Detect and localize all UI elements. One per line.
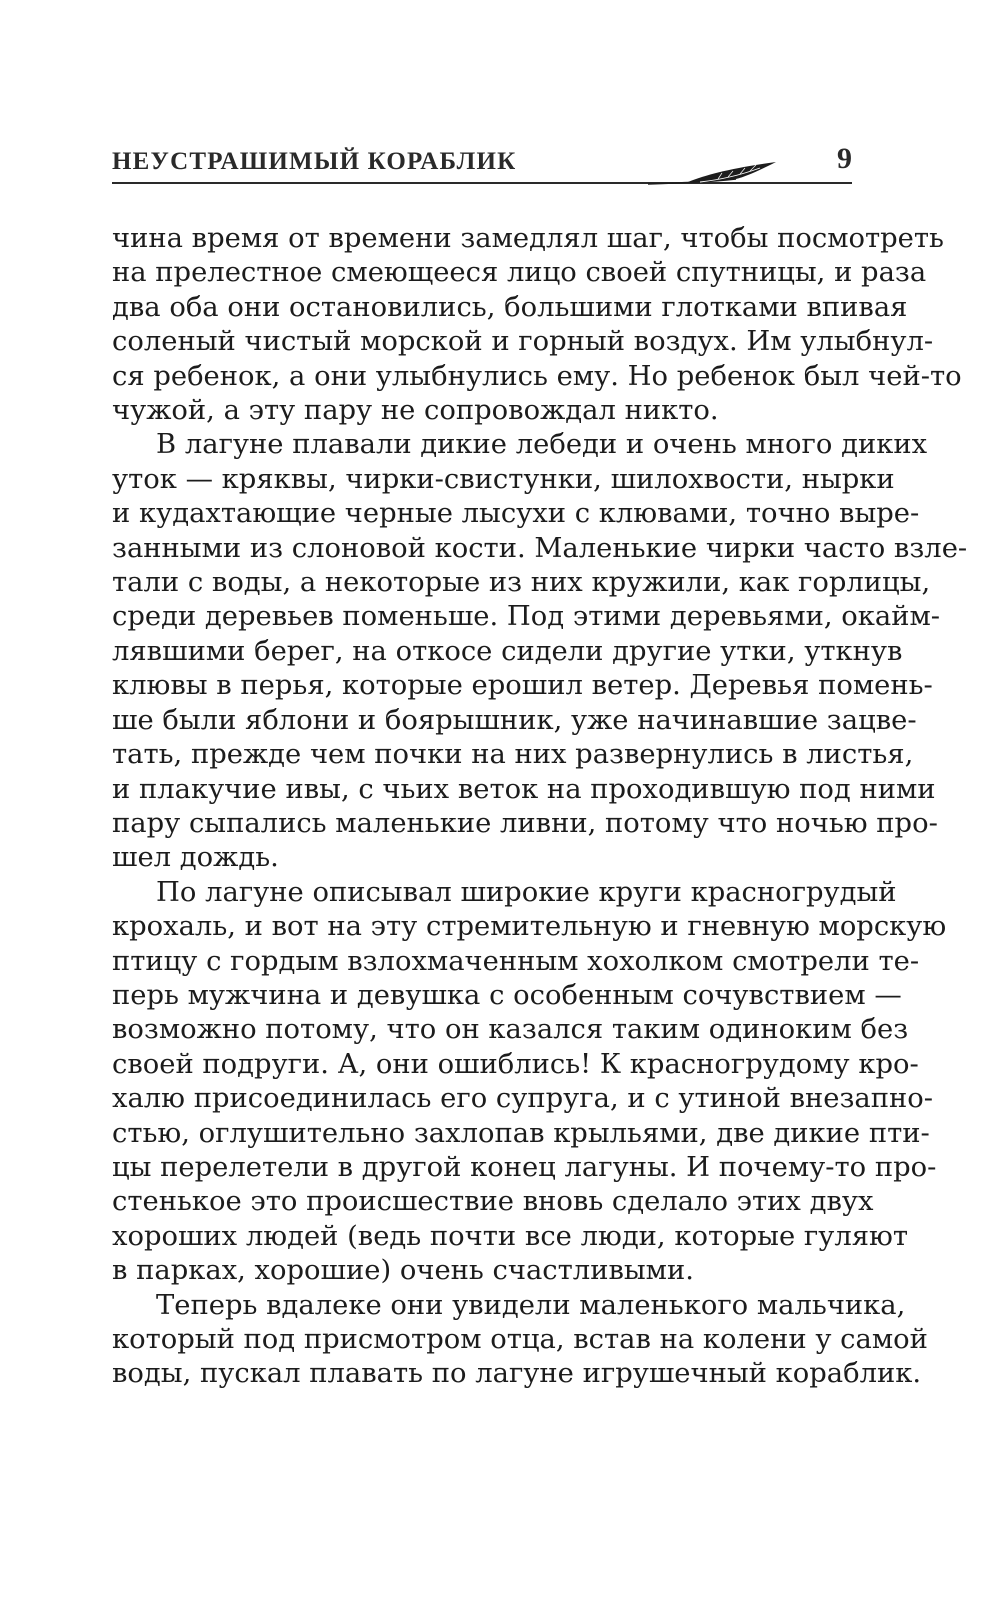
paragraph [112, 1289, 928, 1392]
text-line: хороших людей (ведь почти все люди, которые гуляют [112, 1220, 909, 1252]
text-line: халю присоединилась его супруга, и с утиной внезапно- [112, 1083, 934, 1115]
text-line: чужой, а эту пару не сопровождал никто. [112, 395, 719, 427]
text-line: В лагуне плавали дикие лебеди и очень много диких [156, 429, 928, 461]
text-line: и плакучие ивы, с чьих веток на проходившую под ними [112, 773, 936, 805]
text-line: и кудахтающие черные лысухи с клювами, точно выре- [112, 498, 920, 530]
text-line: птицу с гордым взлохмаченным хохолком смотрели те- [112, 945, 920, 977]
text-line: стенькое это происшествие вновь сделало этих двух [112, 1186, 874, 1218]
text-line: чина время от времени замедлял шаг, чтобы посмотреть [112, 223, 944, 254]
body-text [112, 222, 968, 1392]
text-line: стью, оглушительно захлопав крыльями, две дикие пти- [112, 1117, 930, 1149]
page-number: 9 [837, 142, 852, 175]
text-line: перь мужчина и девушка с особенным сочувствием — [112, 979, 902, 1011]
text-line: два оба они остановились, большими глотками впивая [112, 291, 908, 323]
text-line: среди деревьев поменьше. Под этими деревьями, окайм- [112, 601, 941, 633]
text-line: Теперь вдалеке они увидели маленького мальчика, [156, 1289, 906, 1321]
text-line: лявшими берег, на откосе сидели другие утки, уткнув [112, 635, 903, 667]
text-line: тать, прежде чем почки на них развернулись в листья, [112, 739, 914, 771]
text-line: ше были яблони и боярышник, уже начинавшие зацве- [112, 704, 917, 736]
text-line: уток — кряквы, чирки-свистунки, шилохвости, нырки [112, 463, 895, 495]
text-line: воды, пускал плавать по лагуне игрушечный кораблик. [112, 1358, 922, 1390]
paragraph [112, 876, 947, 1289]
text-line: на прелестное смеющееся лицо своей спутницы, и раза [112, 257, 927, 289]
text-line: ся ребенок, а они улыбнулись ему. Но ребенок был чей-то [112, 360, 962, 392]
text-line: цы перелетели в другой конец лагуны. И почему-то про- [112, 1151, 937, 1183]
text-line: крохаль, и вот на эту стремительную и гневную морскую [112, 911, 947, 943]
feather-icon [648, 160, 778, 190]
text-line: соленый чистый морской и горный воздух. Им улыбнул- [112, 326, 934, 358]
text-line: шел дождь. [112, 842, 279, 874]
text-line: возможно потому, что он казался таким одиноким без [112, 1014, 909, 1046]
text-line: который под присмотром отца, встав на колени у самой [112, 1324, 928, 1355]
paragraph [112, 428, 968, 875]
text-line: клювы в перья, которые ерошил ветер. Деревья помень- [112, 670, 933, 702]
text-line: пару сыпались маленькие ливни, потому что ночью про- [112, 807, 938, 839]
text-line: занными из слоновой кости. Маленькие чирки часто взле- [112, 532, 968, 564]
text-line: в парках, хорошие) очень счастливыми. [112, 1255, 694, 1287]
text-line: По лагуне описывал широкие круги красногрудый [156, 876, 897, 908]
text-line: своей подруги. А, они ошиблись! К красногрудому кро- [112, 1048, 919, 1080]
text-line: тали с воды, а некоторые из них кружили, как горлицы, [112, 567, 931, 599]
paragraph [112, 222, 962, 428]
running-title: НЕУСТРАШИМЫЙ КОРАБЛИК [112, 148, 517, 175]
